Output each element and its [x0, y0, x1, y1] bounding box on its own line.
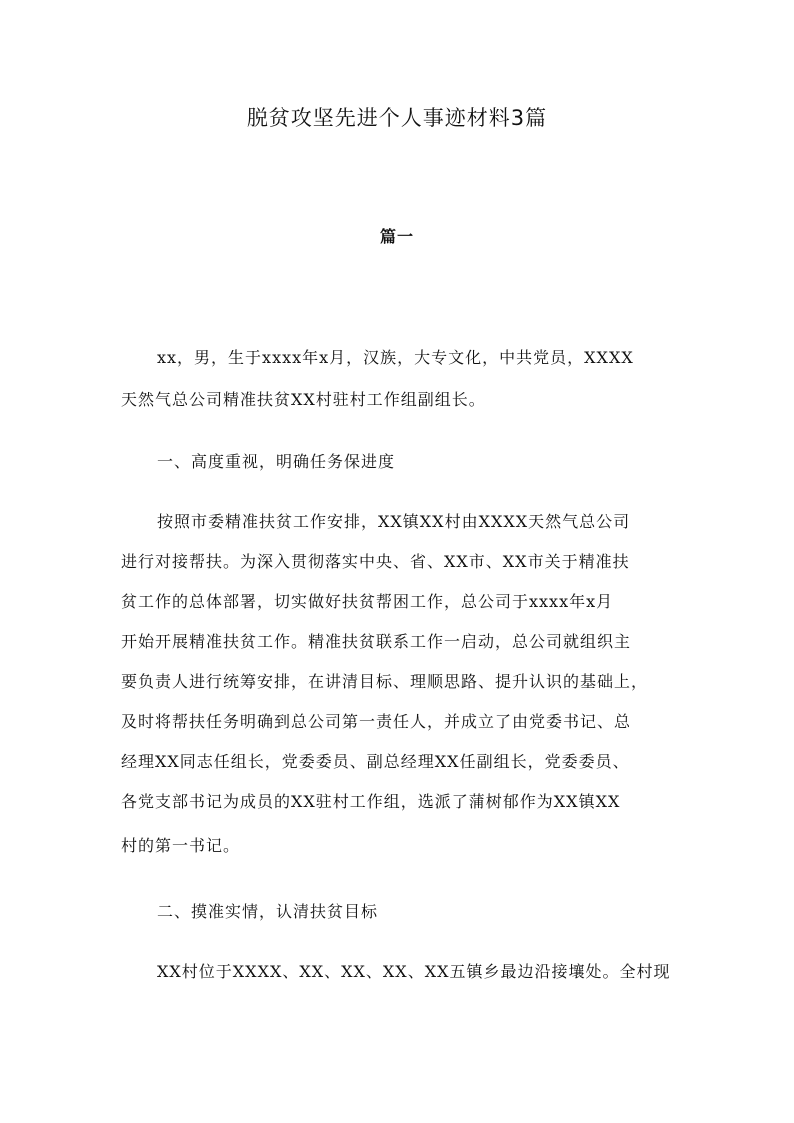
paragraph-line: 要负责人进行统筹安排，在讲清目标、理顺思路、提升认识的基础上，: [121, 672, 649, 691]
paragraph-line: 各党支部书记为成员的XX驻村工作组，选派了蒲树郁作为XX镇XX: [121, 792, 621, 811]
paragraph-line: 按照市委精准扶贫工作安排，XX镇XX村由XXXX天然气总公司: [157, 512, 631, 531]
intro-line: 天然气总公司精准扶贫XX村驻村工作组副组长。: [121, 390, 486, 409]
section-heading-1: 一、高度重视，明确任务保进度: [157, 452, 396, 471]
paragraph-line: 及时将帮扶任务明确到总公司第一责任人，并成立了由党委书记、总: [121, 712, 632, 731]
section-heading-2: 二、摸准实情，认清扶贫目标: [157, 902, 379, 921]
paragraph-line: 经理XX同志任组长，党委委员、副总经理XX任副组长，党委委员、: [121, 752, 630, 771]
paragraph-line: 村的第一书记。: [121, 836, 241, 855]
document-title: 脱贫攻坚先进个人事迹材料3篇: [246, 106, 548, 130]
paragraph-line: XX村位于XXXX、XX、XX、XX、XX五镇乡最边沿接壤处。全村现: [157, 962, 671, 981]
section-title: 篇一: [379, 227, 414, 246]
paragraph-line: 开始开展精准扶贫工作。精准扶贫联系工作一启动，总公司就组织主: [121, 632, 632, 651]
paragraph-line: 进行对接帮扶。为深入贯彻落实中央、省、XX市、XX市关于精准扶: [121, 552, 630, 571]
paragraph-line: 贫工作的总体部署，切实做好扶贫帮困工作，总公司于xxxx年x月: [121, 592, 614, 611]
intro-line: xx，男，生于xxxx年x月，汉族，大专文化，中共党员，XXXX: [157, 348, 634, 367]
